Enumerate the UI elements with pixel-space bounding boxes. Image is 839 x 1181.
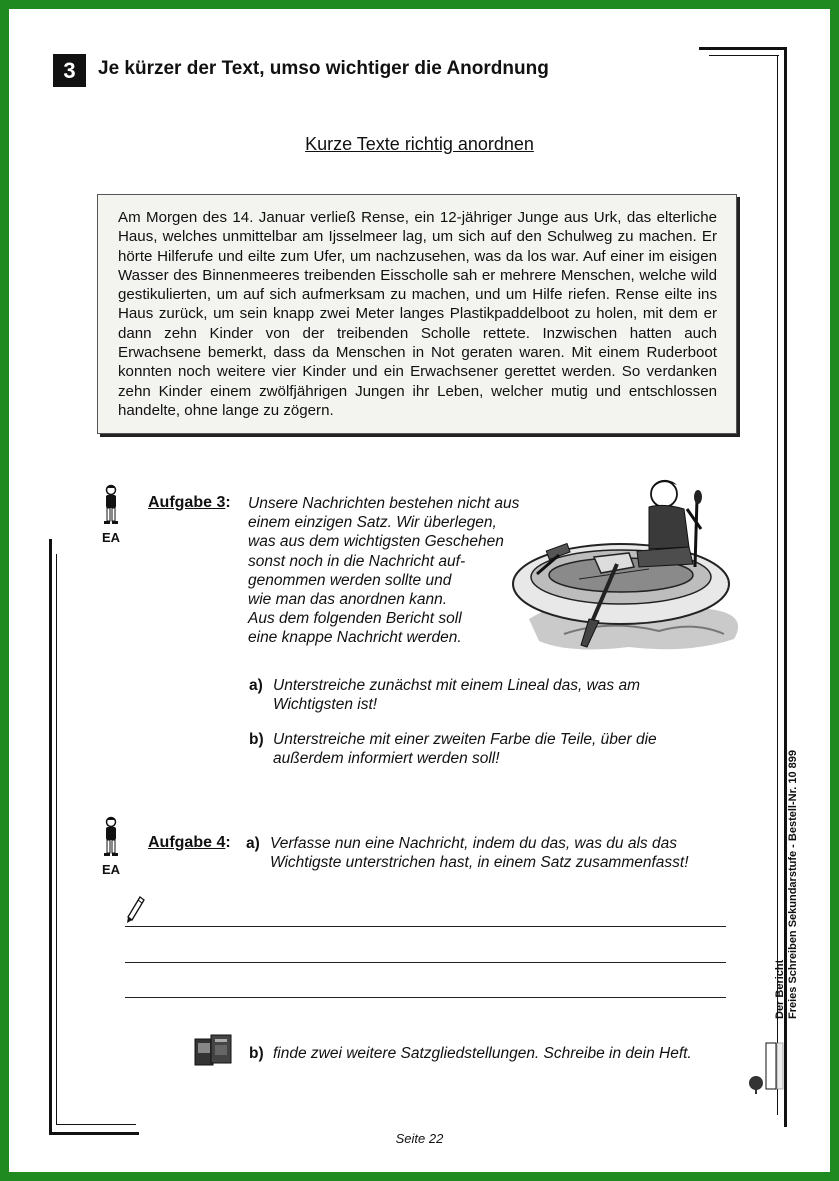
answer-line[interactable] — [125, 962, 726, 963]
answer-line[interactable] — [125, 926, 726, 927]
worksheet-page — [9, 9, 830, 1172]
task4-a-line: Verfasse nun eine Nachricht, indem du das, was du als das — [270, 835, 677, 852]
section-number: 3 — [53, 54, 86, 87]
task4-b-label: b) — [249, 1045, 264, 1062]
task4-a-label: a) — [246, 835, 260, 852]
frame-line — [709, 55, 779, 56]
task3-b-label: b) — [249, 731, 264, 748]
task3-a — [249, 676, 709, 714]
task3-a-label: a) — [249, 677, 263, 694]
task3-a-line: Wichtigsten ist! — [273, 696, 378, 713]
task4-student-icon — [99, 816, 123, 867]
pencil-icon — [125, 895, 145, 930]
task3-intro-line: sonst noch in die Nachricht auf- — [248, 552, 466, 570]
person-icon — [99, 484, 123, 530]
task3-a-line: Unterstreiche zunächst mit einem Lineal das, was am — [273, 677, 640, 694]
task3-intro-line: wie man das anordnen kann. — [248, 591, 448, 609]
publisher-logo — [746, 1039, 786, 1100]
page-title: Je kürzer der Text, umso wichtiger die Anordnung — [98, 58, 549, 79]
task3-intro-line: was aus dem wichtigsten Geschehen — [248, 533, 504, 551]
task4-a-line: Wichtigste unterstrichen hast, in einem Satz zusammenfasst! — [270, 854, 689, 871]
person-icon — [99, 816, 123, 862]
story-box — [97, 194, 737, 434]
subtitle: Kurze Texte richtig anordnen — [305, 134, 534, 154]
boat-illustration — [509, 469, 759, 664]
frame-line — [49, 539, 52, 1134]
task4-b — [249, 1044, 729, 1063]
task3-intro-line: einem einzigen Satz. Wir überlegen, — [248, 514, 497, 532]
task4-a — [246, 834, 726, 872]
side-line1: Der Bericht — [774, 959, 786, 1019]
task3-label: Aufgabe 3 — [148, 494, 226, 511]
frame-line — [56, 1124, 136, 1125]
story-text: Am Morgen des 14. Januar verließ Rense, ein 12-jähriger Junge aus Urk, das elterliche Haus, welches unmittelbar am Ijsselmeer lag, um sich auf den Schulweg zu machen. Er hörte Hilferufe und eilte zum Ufer, um nachzusehen, was da los war. Auf einer im eisigen Wasser des Binnenmeeres treibenden Eisscholle sah er mehrere Menschen, welche wild gestikulierten, um auf sich aufmerksam zu machen, und um Hilfe riefen. Rense eilte ins Haus zurück, um sein knapp zwei Meter langes Plastikpaddelboot zu holen, mit dem er dann zehn Kinder von der treibenden Scholle rettete. Inzwischen hatten auch Erwachsene bemerkt, dass da Menschen in Not geraten waren. Mit einem Ruderboot konnten noch weitere vier Kinder und ein Erwachsener gerettet werden. So verdanken zehn Kinder einem zwölfjährigen Jungen ihr Leben, welcher mutig und entschlossen handelte, ohne lange zu zögern. — [118, 209, 717, 419]
task3-colon: : — [225, 494, 231, 511]
side-line2: Freies Schreiben Sekundarstufe - Bestell-Nr. 10 899 — [787, 749, 799, 1019]
notebook-icon — [193, 1033, 233, 1072]
frame-line — [56, 554, 57, 1124]
task3-intro-line: genommen werden sollte und — [248, 571, 452, 589]
frame-line — [699, 47, 787, 50]
task3-b-line: Unterstreiche mit einer zweiten Farbe die Teile, über die — [273, 731, 657, 748]
task3-ea-label: EA — [101, 530, 121, 545]
task4-heading — [148, 834, 231, 852]
task3-intro — [248, 494, 548, 648]
task3-student-icon — [99, 484, 123, 535]
side-text — [774, 750, 800, 1019]
task4-colon: : — [225, 834, 231, 851]
task4-ea-label: EA — [101, 862, 121, 877]
task4-b-text: finde zwei weitere Satzgliedstellungen. Schreibe in dein Heft. — [273, 1045, 692, 1062]
task3-intro-line: Aus dem folgenden Bericht soll — [248, 610, 462, 628]
answer-line[interactable] — [125, 997, 726, 998]
task3-b-line: außerdem informiert werden soll! — [273, 750, 500, 767]
task4-label: Aufgabe 4 — [148, 834, 226, 851]
task3-intro-line: Unsere Nachrichten bestehen nicht aus — [248, 495, 520, 512]
task3-b — [249, 730, 709, 768]
page-number: Seite 22 — [395, 1131, 444, 1146]
task3-heading — [148, 494, 231, 512]
task3-intro-line: eine knappe Nachricht werden. — [248, 629, 462, 647]
